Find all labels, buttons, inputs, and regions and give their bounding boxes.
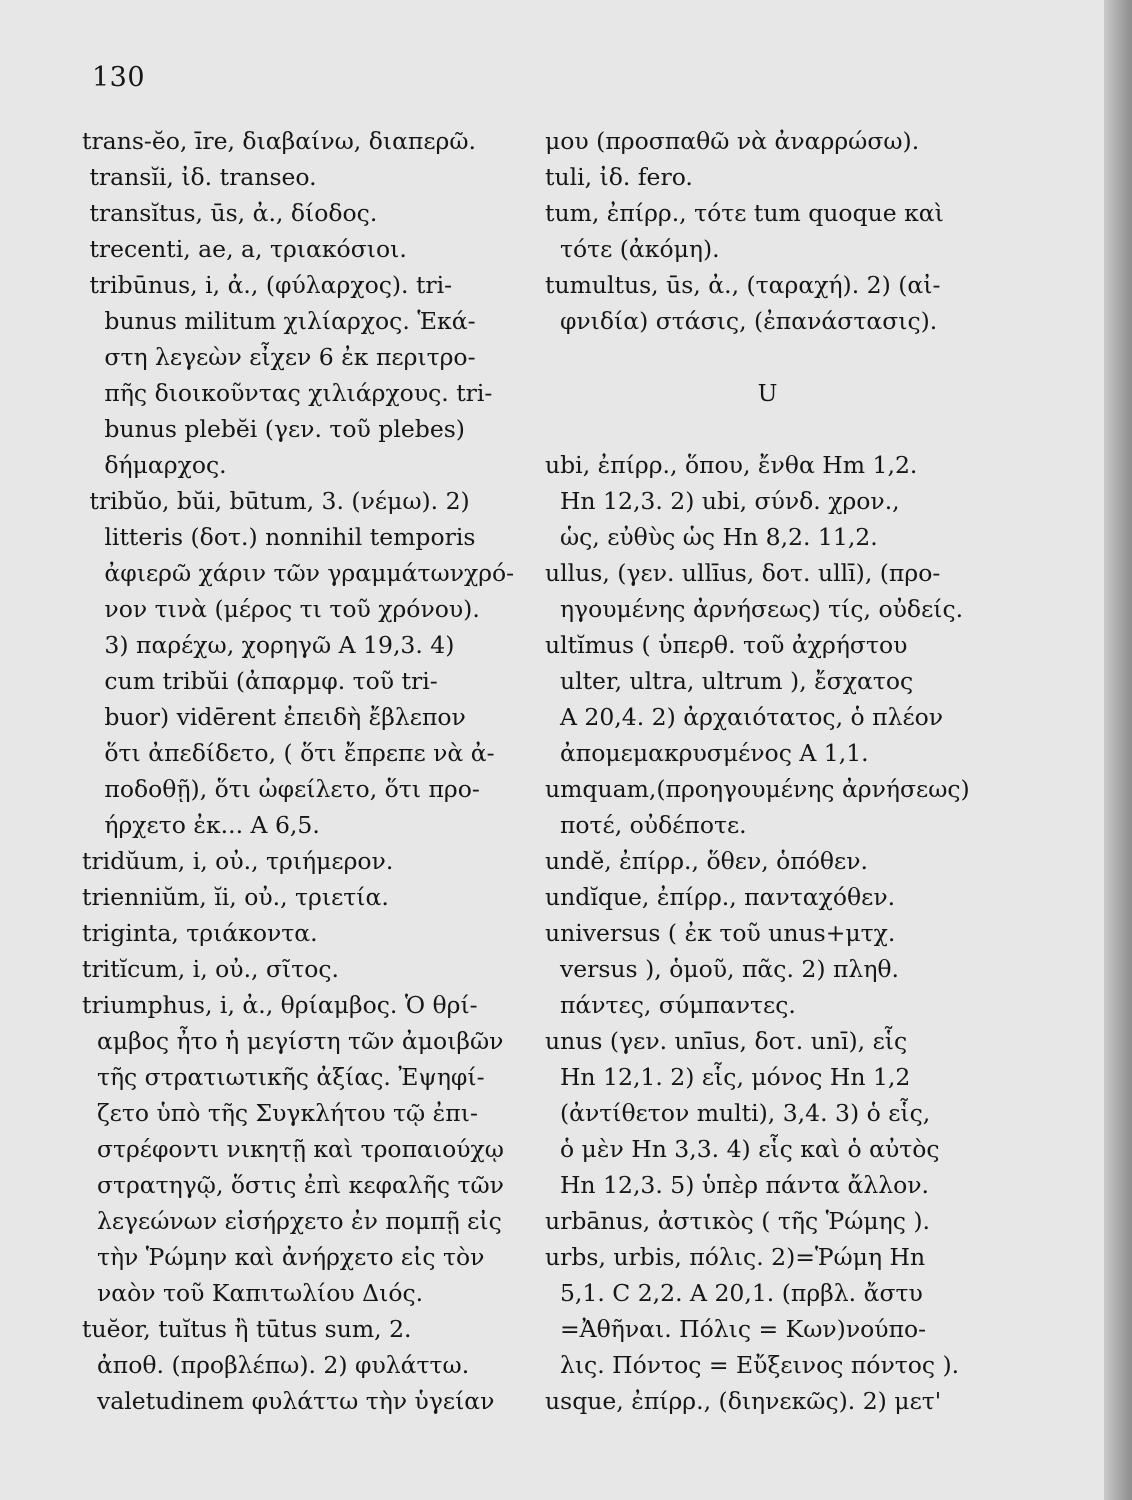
section-heading: U — [757, 379, 778, 407]
right-line: undĭque, ἐπίρρ., πανταχόθεν. — [545, 883, 896, 911]
right-line: ὡς, εὐθὺς ὡς Hn 8,2. 11,2. — [545, 523, 878, 551]
left-line: ποδοθῇ), ὅτι ὠφείλετο, ὅτι προ- — [82, 775, 480, 803]
left-line: νον τινὰ (μέρος τι τοῦ χρόνου). — [82, 595, 480, 623]
left-line: λεγεώνων εἰσήρχετο ἐν πομπῇ εἰς — [82, 1207, 502, 1235]
right-line: ηγουμένης ἀρνήσεως) τίς, οὐδείς. — [545, 595, 964, 623]
left-line: δήμαρχος. — [82, 451, 227, 479]
right-line: Hn 12,3. 2) ubi, σύνδ. χρον., — [545, 487, 900, 515]
right-line: πάντες, σύμπαντες. — [545, 991, 796, 1019]
right-line: unus (γεν. unīus, δοτ. unī), εἷς — [545, 1027, 908, 1055]
left-line: trecenti, ae, a, τριακόσιοι. — [82, 235, 407, 263]
right-line: urbs, urbis, πόλις. 2)=Ῥώμη Hn — [545, 1243, 926, 1271]
left-line: buor) vidērent ἐπειδὴ ἔβλεπον — [82, 703, 466, 731]
left-line: valetudinem φυλάττω τὴν ὑγείαν — [82, 1387, 495, 1415]
left-line: tridŭum, i, οὐ., τριήμερον. — [82, 847, 394, 875]
left-line: στρατηγῷ, ὅστις ἐπὶ κεφαλῆς τῶν — [82, 1171, 504, 1199]
right-line: usque, ἐπίρρ., (διηνεκῶς). 2) μετ' — [545, 1387, 942, 1415]
right-line: =Ἀθῆναι. Πόλις = Κων)νούπο- — [545, 1315, 927, 1343]
left-line: αμβος ἦτο ἡ μεγίστη τῶν ἀμοιβῶν — [82, 1027, 504, 1055]
right-line: 5,1. C 2,2. A 20,1. (πρβλ. ἄστυ — [545, 1279, 923, 1307]
right-line: ἀπομεμακρυσμένος A 1,1. — [545, 739, 869, 767]
left-line: bunus militum χιλίαρχος. Ἑκά- — [82, 307, 476, 335]
left-line: triginta, τριάκοντα. — [82, 919, 318, 947]
left-line: bunus plebĕi (γεν. τοῦ plebes) — [82, 415, 465, 443]
right-line — [545, 411, 990, 447]
left-line: trans-ĕo, īre, διαβαίνω, διαπερῶ. — [82, 127, 477, 155]
left-line: πῆς διοικοῦντας χιλιάρχους. tri- — [82, 379, 493, 407]
right-column — [545, 123, 990, 1419]
left-line: τῆς στρατιωτικῆς ἀξίας. Ἐψηφί- — [82, 1063, 485, 1091]
left-line: triumphus, i, ἀ., θρίαμβος. Ὁ θρί- — [82, 991, 478, 1019]
left-line: ζετο ὑπὸ τῆς Συγκλήτου τῷ ἐπι- — [82, 1099, 478, 1127]
left-line: tritĭcum, i, οὐ., σῖτος. — [82, 955, 340, 983]
left-line: transĭi, ἰδ. transeo. — [82, 163, 317, 191]
left-column — [82, 123, 522, 1419]
right-line: tum, ἐπίρρ., τότε tum quoque καὶ — [545, 199, 944, 227]
left-line: στη λεγεὼν εἶχεν 6 ἐκ περιτρο- — [82, 343, 476, 371]
right-line: ultĭmus ( ὑπερθ. τοῦ ἀχρήστου — [545, 631, 908, 659]
right-line: μου (προσπαθῶ νὰ ἀναρρώσω). — [545, 127, 920, 155]
right-line: τότε (ἀκόμη). — [545, 235, 720, 263]
left-line: cum tribŭi (ἀπαρμφ. τοῦ tri- — [82, 667, 438, 695]
right-line: ulter, ultra, ultrum ), ἔσχατος — [545, 667, 914, 695]
left-line: trienniŭm, ĭi, οὐ., τριετία. — [82, 883, 389, 911]
left-line: ήρχετο ἐκ... A 6,5. — [82, 811, 320, 839]
left-line: ἀποθ. (προβλέπω). 2) φυλάττω. — [82, 1351, 470, 1379]
right-line: λις. Πόντος = Εὔξεινος πόντος ). — [545, 1351, 960, 1379]
right-line: urbānus, ἀστικὸς ( τῆς Ῥώμης ). — [545, 1207, 930, 1235]
right-line: ὁ μὲν Hn 3,3. 4) εἷς καὶ ὁ αὐτὸς — [545, 1135, 940, 1163]
right-line: undĕ, ἐπίρρ., ὅθεν, ὁπόθεν. — [545, 847, 868, 875]
left-line: ναὸν τοῦ Καπιτωλίου Διός. — [82, 1279, 424, 1307]
right-line: versus ), ὁμοῦ, πᾶς. 2) πληθ. — [545, 955, 900, 983]
right-line — [545, 339, 990, 375]
right-line: tuli, ἰδ. fero. — [545, 163, 693, 191]
left-line: tribŭo, bŭi, būtum, 3. (νέμω). 2) — [82, 487, 470, 515]
left-line: ἀφιερῶ χάριν τῶν γραμμάτωνχρό- — [82, 559, 515, 587]
left-line: τὴν Ῥώμην καὶ ἀνήρχετο εἰς τὸν — [82, 1243, 485, 1271]
left-line: tribūnus, i, ἀ., (φύλαρχος). tri- — [82, 271, 453, 299]
right-line: tumultus, ūs, ἀ., (ταραχή). 2) (αἰ- — [545, 271, 941, 299]
left-line: στρέφοντι νικητῇ καὶ τροπαιούχῳ — [82, 1135, 504, 1163]
page-edge-shadow — [1104, 0, 1132, 1500]
left-line: tuĕor, tuĭtus ἢ tūtus sum, 2. — [82, 1315, 412, 1343]
right-line: A 20,4. 2) ἀρχαιότατος, ὁ πλέον — [545, 703, 944, 731]
left-line: 3) παρέχω, χορηγῶ A 19,3. 4) — [82, 631, 455, 659]
right-line: ποτέ, οὐδέποτε. — [545, 811, 747, 839]
right-line: Hn 12,1. 2) εἷς, μόνος Hn 1,2 — [545, 1063, 911, 1091]
left-line: transĭtus, ūs, ἀ., δίοδος. — [82, 199, 378, 227]
page-number: 130 — [92, 62, 146, 93]
right-line: Hn 12,3. 5) ὑπὲρ πάντα ἄλλον. — [545, 1171, 930, 1199]
right-line: ubi, ἐπίρρ., ὅπου, ἔνθα Hm 1,2. — [545, 451, 918, 479]
left-line: ὅτι ἀπεδίδετο, ( ὅτι ἔπρεπε νὰ ἀ- — [82, 739, 495, 767]
right-line: universus ( ἐκ τοῦ unus+μτχ. — [545, 919, 896, 947]
right-line: (ἀντίθετον multi), 3,4. 3) ὁ εἷς, — [545, 1099, 931, 1127]
right-line: umquam,(προηγουμένης ἀρνήσεως) — [545, 775, 970, 803]
right-line: φνιδία) στάσις, (ἐπανάστασις). — [545, 307, 938, 335]
right-line: ullus, (γεν. ullīus, δοτ. ullī), (προ- — [545, 559, 941, 587]
left-line: litteris (δοτ.) nonnihil temporis — [82, 523, 476, 551]
